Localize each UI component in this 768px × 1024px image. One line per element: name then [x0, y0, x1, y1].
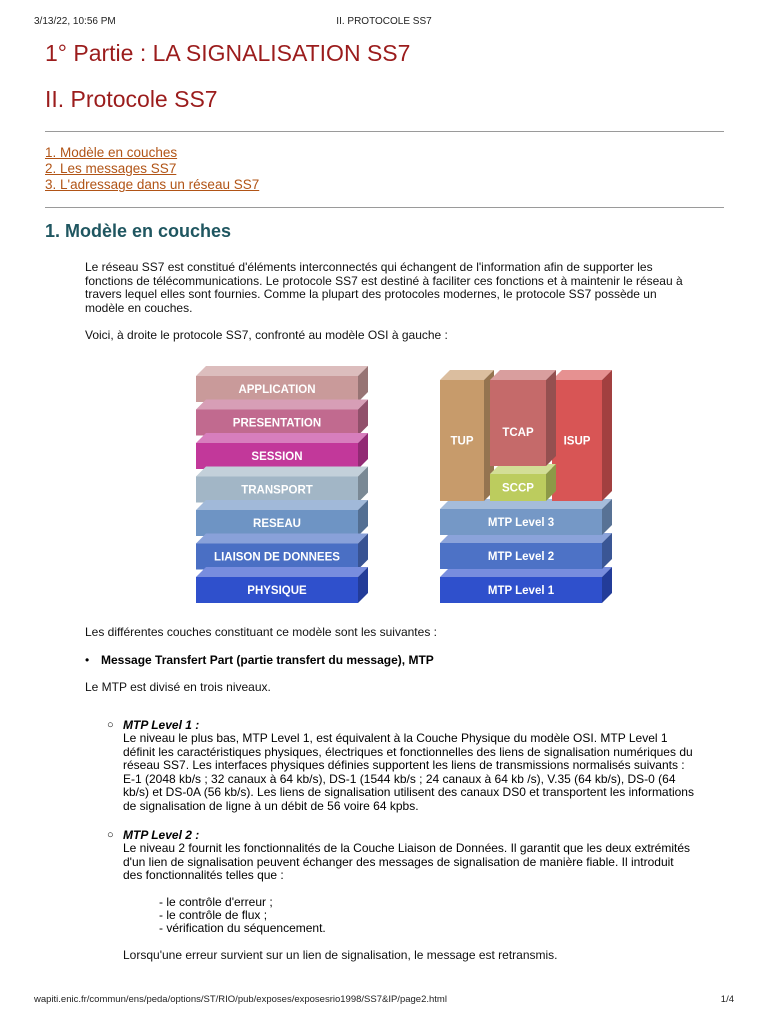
- table-of-contents: [45, 145, 259, 193]
- mtp-level-2-block-label: MTP Level 2: [487, 551, 555, 563]
- mtp-heading: Message Transfert Part (partie transfert du message), MTP: [101, 653, 434, 667]
- osi-layer-5-label: RESEAU: [253, 518, 301, 530]
- osi-layer-2-label: PRESENTATION: [232, 417, 322, 430]
- print-header: [34, 16, 734, 30]
- tup-block-label: TUP: [450, 435, 474, 448]
- divider: [45, 207, 724, 208]
- text-line: d'un lien de signalisation peuvent échanger des messages de signalisation de manière fiable. Il introduit: [123, 854, 674, 869]
- print-page-title: II. PROTOCOLE SS7: [336, 16, 432, 27]
- tcap-block: [490, 370, 556, 466]
- sccp-block-label: SCCP: [502, 482, 534, 495]
- page-number: 1/4: [720, 994, 734, 1005]
- text-line: réseau SS7. Les interfaces physiques définies supportent les liens de transmissions normalisés suivants :: [123, 758, 685, 772]
- text-line: travers lequel elles sont fournies. Comme la plupart des protocoles modernes, le protocole SS7 possède un: [85, 287, 657, 301]
- mtp-level-1-block-label: MTP Level 1: [487, 585, 555, 597]
- layers-intro: Les différentes couches constituant ce modèle sont les suivantes :: [85, 625, 437, 639]
- section-title: II. Protocole SS7: [45, 86, 218, 112]
- level2-closing: Lorsqu'une erreur survient sur un lien de signalisation, le message est retransmis.: [123, 948, 558, 962]
- page-url: wapiti.enic.fr/commun/ens/peda/options/ST/RIO/pub/exposes/exposesrio1998/SS7&IP/page2.html: [34, 994, 447, 1005]
- mtp-level-3-block: [440, 499, 612, 535]
- diagram-caption: Voici, à droite le protocole SS7, confronté au modèle OSI à gauche :: [85, 328, 448, 342]
- isup-block-label: ISUP: [563, 435, 591, 448]
- text-line: Le niveau 2 fournit les fonctionnalités de la Couche Liaison de Données. Il garantit que les deux extrémités: [123, 841, 691, 855]
- mtp-level-2-title: MTP Level 2 :: [123, 828, 200, 842]
- osi-layer-2: [196, 400, 368, 436]
- isup-block: [552, 370, 612, 501]
- text-line: Le réseau SS7 est constitué d'éléments interconnectés qui échangent de l'information afin de supporter les: [85, 260, 653, 274]
- toc-link-modele[interactable]: 1. Modèle en couches: [45, 145, 178, 160]
- ss7-stack: [440, 370, 612, 603]
- osi-layer-7-label: PHYSIQUE: [247, 585, 307, 597]
- subsection-title: 1. Modèle en couches: [45, 221, 232, 241]
- osi-layer-4: [196, 467, 368, 503]
- osi-layer-5: [196, 500, 368, 536]
- toc-link-messages[interactable]: 2. Les messages SS7: [45, 161, 177, 176]
- osi-layer-6: [196, 534, 368, 570]
- part-title: 1° Partie : LA SIGNALISATION SS7: [45, 40, 411, 66]
- osi-layer-6-label: LIAISON DE DONNEES: [214, 551, 340, 564]
- list-item-mtp-level-2: [107, 828, 691, 883]
- osi-layer-7: [196, 567, 368, 603]
- tup-block: [440, 370, 494, 501]
- text-line: fonctions de télécommunications. Le protocole SS7 est destiné à faciliter ces fonctions et à maintenir le réseau à: [85, 273, 683, 288]
- text-line: Le niveau le plus bas, MTP Level 1, est équivalent à la Couche Physique du modèle OSI. MTP Level 1: [123, 731, 668, 745]
- osi-stack: [196, 366, 368, 603]
- check-item: - vérification du séquencement.: [159, 921, 326, 935]
- text-line: kb/s) et DS-0A (56 kb/s). Les liens de signalisation utilisent des canaux DS0 et transportent les informations: [123, 785, 694, 799]
- divider: [45, 131, 724, 132]
- intro-paragraph: [85, 261, 683, 315]
- mtp-level-1-block: [440, 567, 612, 603]
- mtp-level-1-title: MTP Level 1 :: [123, 718, 200, 732]
- osi-ss7-diagram: [194, 360, 591, 610]
- text-line: de signalisation de ligne à un débit de 56 voire 64 kpbs.: [123, 798, 419, 813]
- circle-bullet-icon: ○: [107, 719, 114, 731]
- circle-bullet-icon: ○: [107, 829, 114, 841]
- osi-layer-1-label: APPLICATION: [238, 384, 316, 396]
- check-item: - le contrôle de flux ;: [159, 908, 268, 922]
- list-item-mtp-level-1: [107, 718, 694, 813]
- mtp-intro: Le MTP est divisé en trois niveaux.: [85, 680, 271, 694]
- print-date: 3/13/22, 10:56 PM: [34, 16, 116, 27]
- osi-layer-4-label: TRANSPORT: [241, 484, 313, 497]
- mtp-level-3-block-label: MTP Level 3: [487, 517, 555, 529]
- text-line: définit les caractéristiques physiques, électriques et fonctionnelles des liens de signalisation numériques du: [123, 744, 693, 759]
- mtp-level-2-block: [440, 533, 612, 569]
- text-line: E-1 (2048 kb/s ; 32 canaux à 64 kb/s), DS-1 (1544 kb/s ; 24 canaux à 64 kb /s), V.35 (64 kb/s), DS-0 (64: [123, 771, 676, 786]
- osi-layer-1: [196, 366, 368, 402]
- list-item: [85, 653, 434, 667]
- tcap-block-label: TCAP: [502, 427, 534, 439]
- bullet-icon: •: [85, 653, 90, 667]
- osi-layer-3: [196, 433, 368, 469]
- text-line: modèle en couches.: [85, 300, 193, 315]
- text-line: des fonctionnalités telles que :: [123, 868, 284, 882]
- osi-layer-3-label: SESSION: [251, 451, 303, 463]
- check-item: - le contrôle d'erreur ;: [159, 895, 273, 909]
- toc-link-adressage[interactable]: 3. L'adressage dans un réseau SS7: [45, 177, 260, 192]
- sccp-block: [490, 464, 556, 501]
